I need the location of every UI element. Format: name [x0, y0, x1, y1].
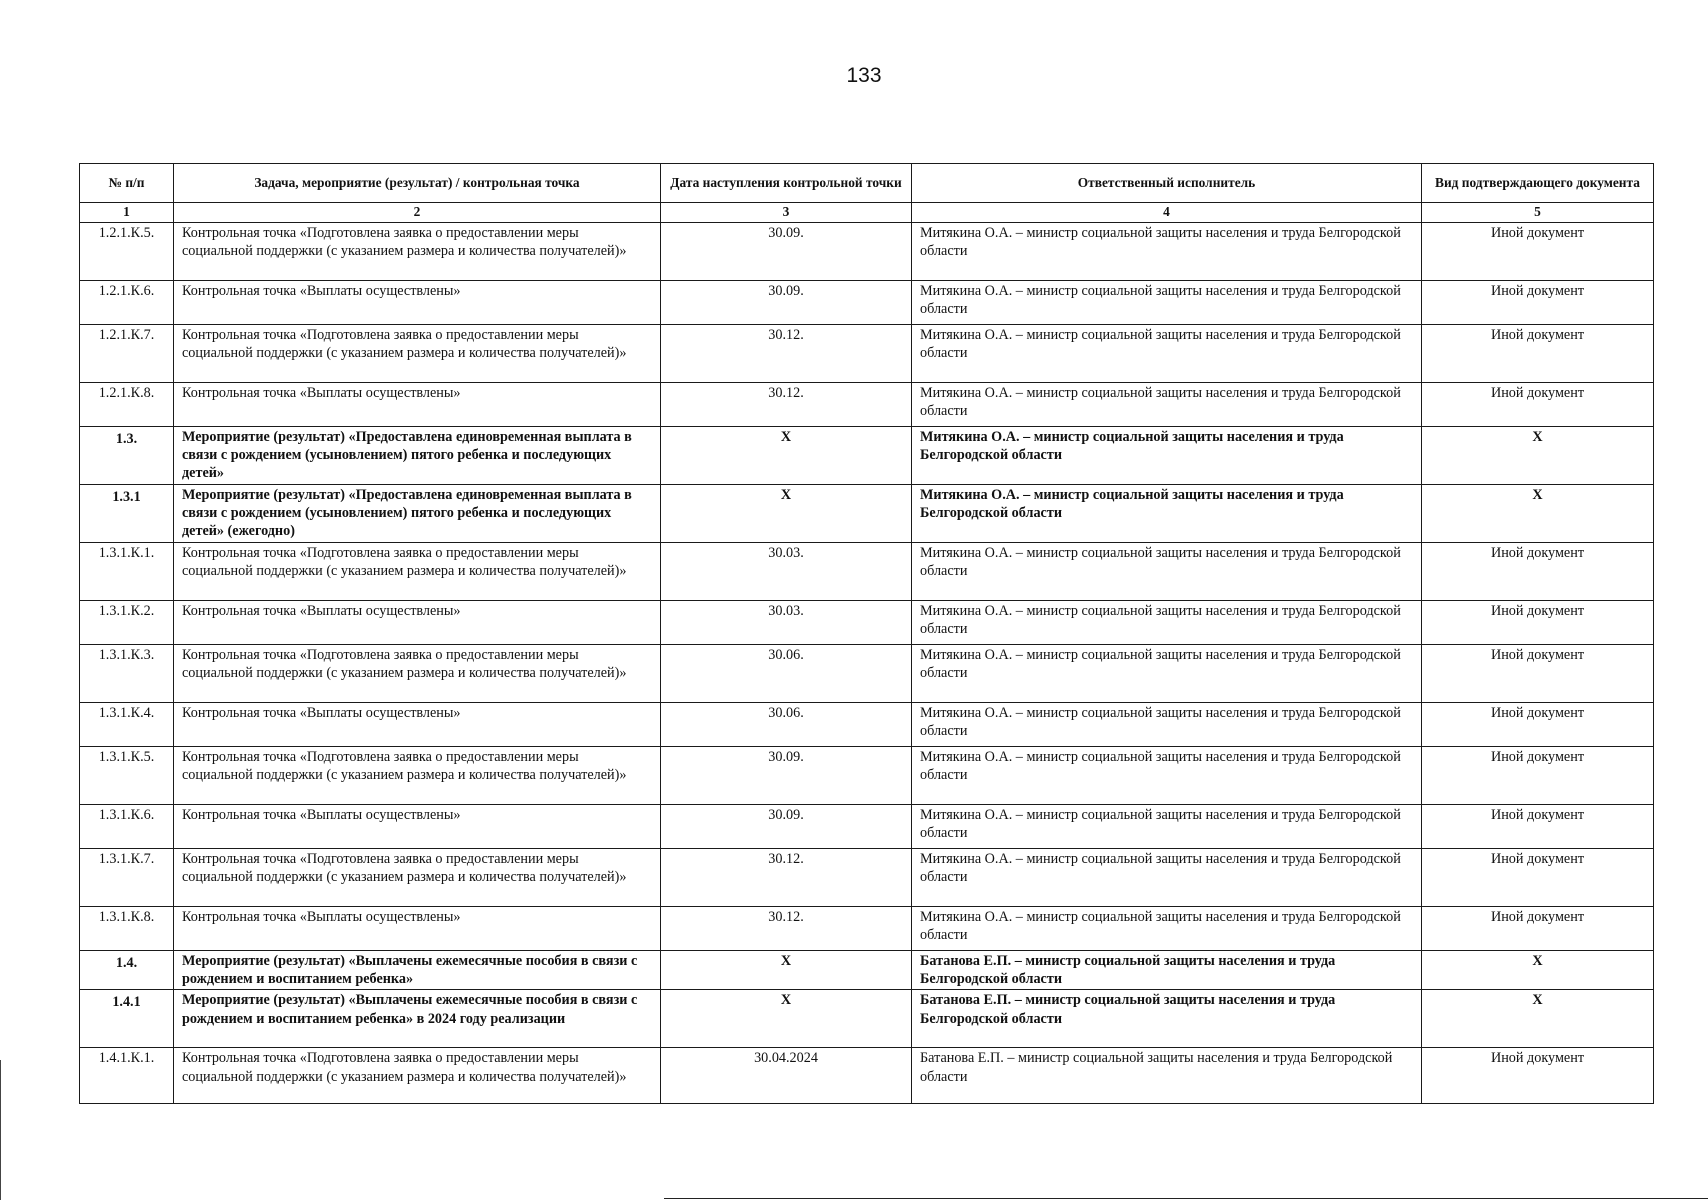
table-row: [80, 1048, 1654, 1104]
row-task: Контрольная точка «Выплаты осуществлены»: [174, 907, 661, 951]
row-task: Мероприятие (результат) «Предоставлена единовременная выплата в связи с рождением (усыновлением) пятого ребенка и последующих детей» (ежегодно): [174, 485, 661, 543]
row-responsible: Митякина О.А. – министр социальной защиты населения и труда Белгородской области: [912, 645, 1422, 703]
row-responsible: Митякина О.А. – министр социальной защиты населения и труда Белгородской области: [912, 427, 1422, 485]
table-row: [80, 990, 1654, 1048]
row-task: Мероприятие (результат) «Выплачены ежемесячные пособия в связи с рождением и воспитанием ребенка»: [174, 951, 661, 990]
row-date: 30.03.: [661, 601, 912, 645]
header-row: [80, 164, 1654, 203]
row-document-type: Иной документ: [1422, 703, 1654, 747]
row-number: 1.3.: [80, 427, 174, 485]
header-number: № п/п: [80, 164, 174, 203]
row-document-type: Иной документ: [1422, 601, 1654, 645]
row-responsible: Митякина О.А. – министр социальной защиты населения и труда Белгородской области: [912, 485, 1422, 543]
row-document-type: Иной документ: [1422, 805, 1654, 849]
row-task: Контрольная точка «Выплаты осуществлены»: [174, 703, 661, 747]
column-number: 3: [661, 203, 912, 223]
row-number: 1.3.1.К.2.: [80, 601, 174, 645]
table-row: [80, 601, 1654, 645]
row-document-type: Иной документ: [1422, 907, 1654, 951]
table-row: [80, 281, 1654, 325]
row-number: 1.3.1.К.6.: [80, 805, 174, 849]
row-date: 30.12.: [661, 383, 912, 427]
row-responsible: Батанова Е.П. – министр социальной защиты населения и труда Белгородской области: [912, 951, 1422, 990]
row-document-type: Иной документ: [1422, 1048, 1654, 1104]
row-task: Мероприятие (результат) «Предоставлена единовременная выплата в связи с рождением (усыновлением) пятого ребенка и последующих детей»: [174, 427, 661, 485]
column-number: 2: [174, 203, 661, 223]
page-number: 133: [846, 64, 882, 87]
row-document-type: Иной документ: [1422, 543, 1654, 601]
row-responsible: Митякина О.А. – министр социальной защиты населения и труда Белгородской области: [912, 907, 1422, 951]
table-row: [80, 645, 1654, 703]
table-row: [80, 849, 1654, 907]
row-task: Контрольная точка «Подготовлена заявка о предоставлении меры социальной поддержки (с указанием размера и количества получателей)»: [174, 325, 661, 383]
scan-edge-line: [0, 1060, 1, 1200]
table-row: [80, 543, 1654, 601]
row-responsible: Батанова Е.П. – министр социальной защиты населения и труда Белгородской области: [912, 1048, 1422, 1104]
page-bottom-rule: [664, 1198, 1708, 1199]
column-number: 4: [912, 203, 1422, 223]
row-task: Контрольная точка «Выплаты осуществлены»: [174, 281, 661, 325]
row-date: 30.09.: [661, 747, 912, 805]
row-document-type: Иной документ: [1422, 849, 1654, 907]
table-row: [80, 805, 1654, 849]
row-date: 30.12.: [661, 849, 912, 907]
row-responsible: Митякина О.А. – министр социальной защиты населения и труда Белгородской области: [912, 223, 1422, 281]
row-number: 1.2.1.К.5.: [80, 223, 174, 281]
row-document-type: X: [1422, 951, 1654, 990]
row-document-type: X: [1422, 990, 1654, 1048]
row-number: 1.3.1.К.1.: [80, 543, 174, 601]
row-task: Контрольная точка «Подготовлена заявка о предоставлении меры социальной поддержки (с указанием размера и количества получателей)»: [174, 1048, 661, 1104]
row-date: 30.12.: [661, 907, 912, 951]
row-date: 30.06.: [661, 645, 912, 703]
table-row: [80, 223, 1654, 281]
row-responsible: Митякина О.А. – министр социальной защиты населения и труда Белгородской области: [912, 703, 1422, 747]
row-date: 30.06.: [661, 703, 912, 747]
row-document-type: X: [1422, 485, 1654, 543]
column-number: 1: [80, 203, 174, 223]
table-row: [80, 951, 1654, 990]
row-responsible: Митякина О.А. – министр социальной защиты населения и труда Белгородской области: [912, 383, 1422, 427]
row-responsible: Митякина О.А. – министр социальной защиты населения и труда Белгородской области: [912, 281, 1422, 325]
header-task: Задача, мероприятие (результат) / контрольная точка: [174, 164, 661, 203]
table-row: [80, 907, 1654, 951]
row-number: 1.4.: [80, 951, 174, 990]
row-date: 30.04.2024: [661, 1048, 912, 1104]
row-task: Контрольная точка «Подготовлена заявка о предоставлении меры социальной поддержки (с указанием размера и количества получателей)»: [174, 747, 661, 805]
row-date: 30.09.: [661, 805, 912, 849]
row-date: X: [661, 427, 912, 485]
row-task: Контрольная точка «Подготовлена заявка о предоставлении меры социальной поддержки (с указанием размера и количества получателей)»: [174, 645, 661, 703]
row-task: Контрольная точка «Подготовлена заявка о предоставлении меры социальной поддержки (с указанием размера и количества получателей)»: [174, 223, 661, 281]
table-row: [80, 747, 1654, 805]
table-body: [80, 223, 1654, 1104]
row-task: Контрольная точка «Выплаты осуществлены»: [174, 805, 661, 849]
row-number: 1.2.1.К.8.: [80, 383, 174, 427]
row-date: 30.09.: [661, 281, 912, 325]
row-document-type: Иной документ: [1422, 281, 1654, 325]
row-number: 1.2.1.К.7.: [80, 325, 174, 383]
table-row: [80, 427, 1654, 485]
row-responsible: Митякина О.А. – министр социальной защиты населения и труда Белгородской области: [912, 601, 1422, 645]
row-responsible: Батанова Е.П. – министр социальной защиты населения и труда Белгородской области: [912, 990, 1422, 1048]
row-number: 1.4.1: [80, 990, 174, 1048]
row-date: X: [661, 990, 912, 1048]
plan-table: [79, 163, 1654, 1104]
header-date: Дата наступления контрольной точки: [661, 164, 912, 203]
row-number: 1.2.1.К.6.: [80, 281, 174, 325]
header-document: Вид подтверждающего документа: [1422, 164, 1654, 203]
row-document-type: Иной документ: [1422, 645, 1654, 703]
row-task: Мероприятие (результат) «Выплачены ежемесячные пособия в связи с рождением и воспитанием ребенка» в 2024 году реализации: [174, 990, 661, 1048]
row-number: 1.3.1: [80, 485, 174, 543]
table-row: [80, 485, 1654, 543]
row-document-type: Иной документ: [1422, 223, 1654, 281]
header-responsible: Ответственный исполнитель: [912, 164, 1422, 203]
row-number: 1.3.1.К.8.: [80, 907, 174, 951]
row-task: Контрольная точка «Выплаты осуществлены»: [174, 601, 661, 645]
row-number: 1.3.1.К.7.: [80, 849, 174, 907]
row-number: 1.3.1.К.4.: [80, 703, 174, 747]
row-responsible: Митякина О.А. – министр социальной защиты населения и труда Белгородской области: [912, 849, 1422, 907]
column-number: 5: [1422, 203, 1654, 223]
row-number: 1.3.1.К.5.: [80, 747, 174, 805]
row-task: Контрольная точка «Подготовлена заявка о предоставлении меры социальной поддержки (с указанием размера и количества получателей)»: [174, 849, 661, 907]
row-document-type: Иной документ: [1422, 383, 1654, 427]
row-number: 1.4.1.К.1.: [80, 1048, 174, 1104]
row-date: X: [661, 951, 912, 990]
column-number-row: [80, 203, 1654, 223]
row-responsible: Митякина О.А. – министр социальной защиты населения и труда Белгородской области: [912, 325, 1422, 383]
row-document-type: Иной документ: [1422, 747, 1654, 805]
row-date: X: [661, 485, 912, 543]
row-responsible: Митякина О.А. – министр социальной защиты населения и труда Белгородской области: [912, 747, 1422, 805]
row-responsible: Митякина О.А. – министр социальной защиты населения и труда Белгородской области: [912, 805, 1422, 849]
row-responsible: Митякина О.А. – министр социальной защиты населения и труда Белгородской области: [912, 543, 1422, 601]
table-row: [80, 325, 1654, 383]
row-document-type: Иной документ: [1422, 325, 1654, 383]
table-row: [80, 383, 1654, 427]
row-task: Контрольная точка «Подготовлена заявка о предоставлении меры социальной поддержки (с указанием размера и количества получателей)»: [174, 543, 661, 601]
row-date: 30.03.: [661, 543, 912, 601]
row-date: 30.12.: [661, 325, 912, 383]
row-document-type: X: [1422, 427, 1654, 485]
row-task: Контрольная точка «Выплаты осуществлены»: [174, 383, 661, 427]
row-date: 30.09.: [661, 223, 912, 281]
table-row: [80, 703, 1654, 747]
row-number: 1.3.1.К.3.: [80, 645, 174, 703]
